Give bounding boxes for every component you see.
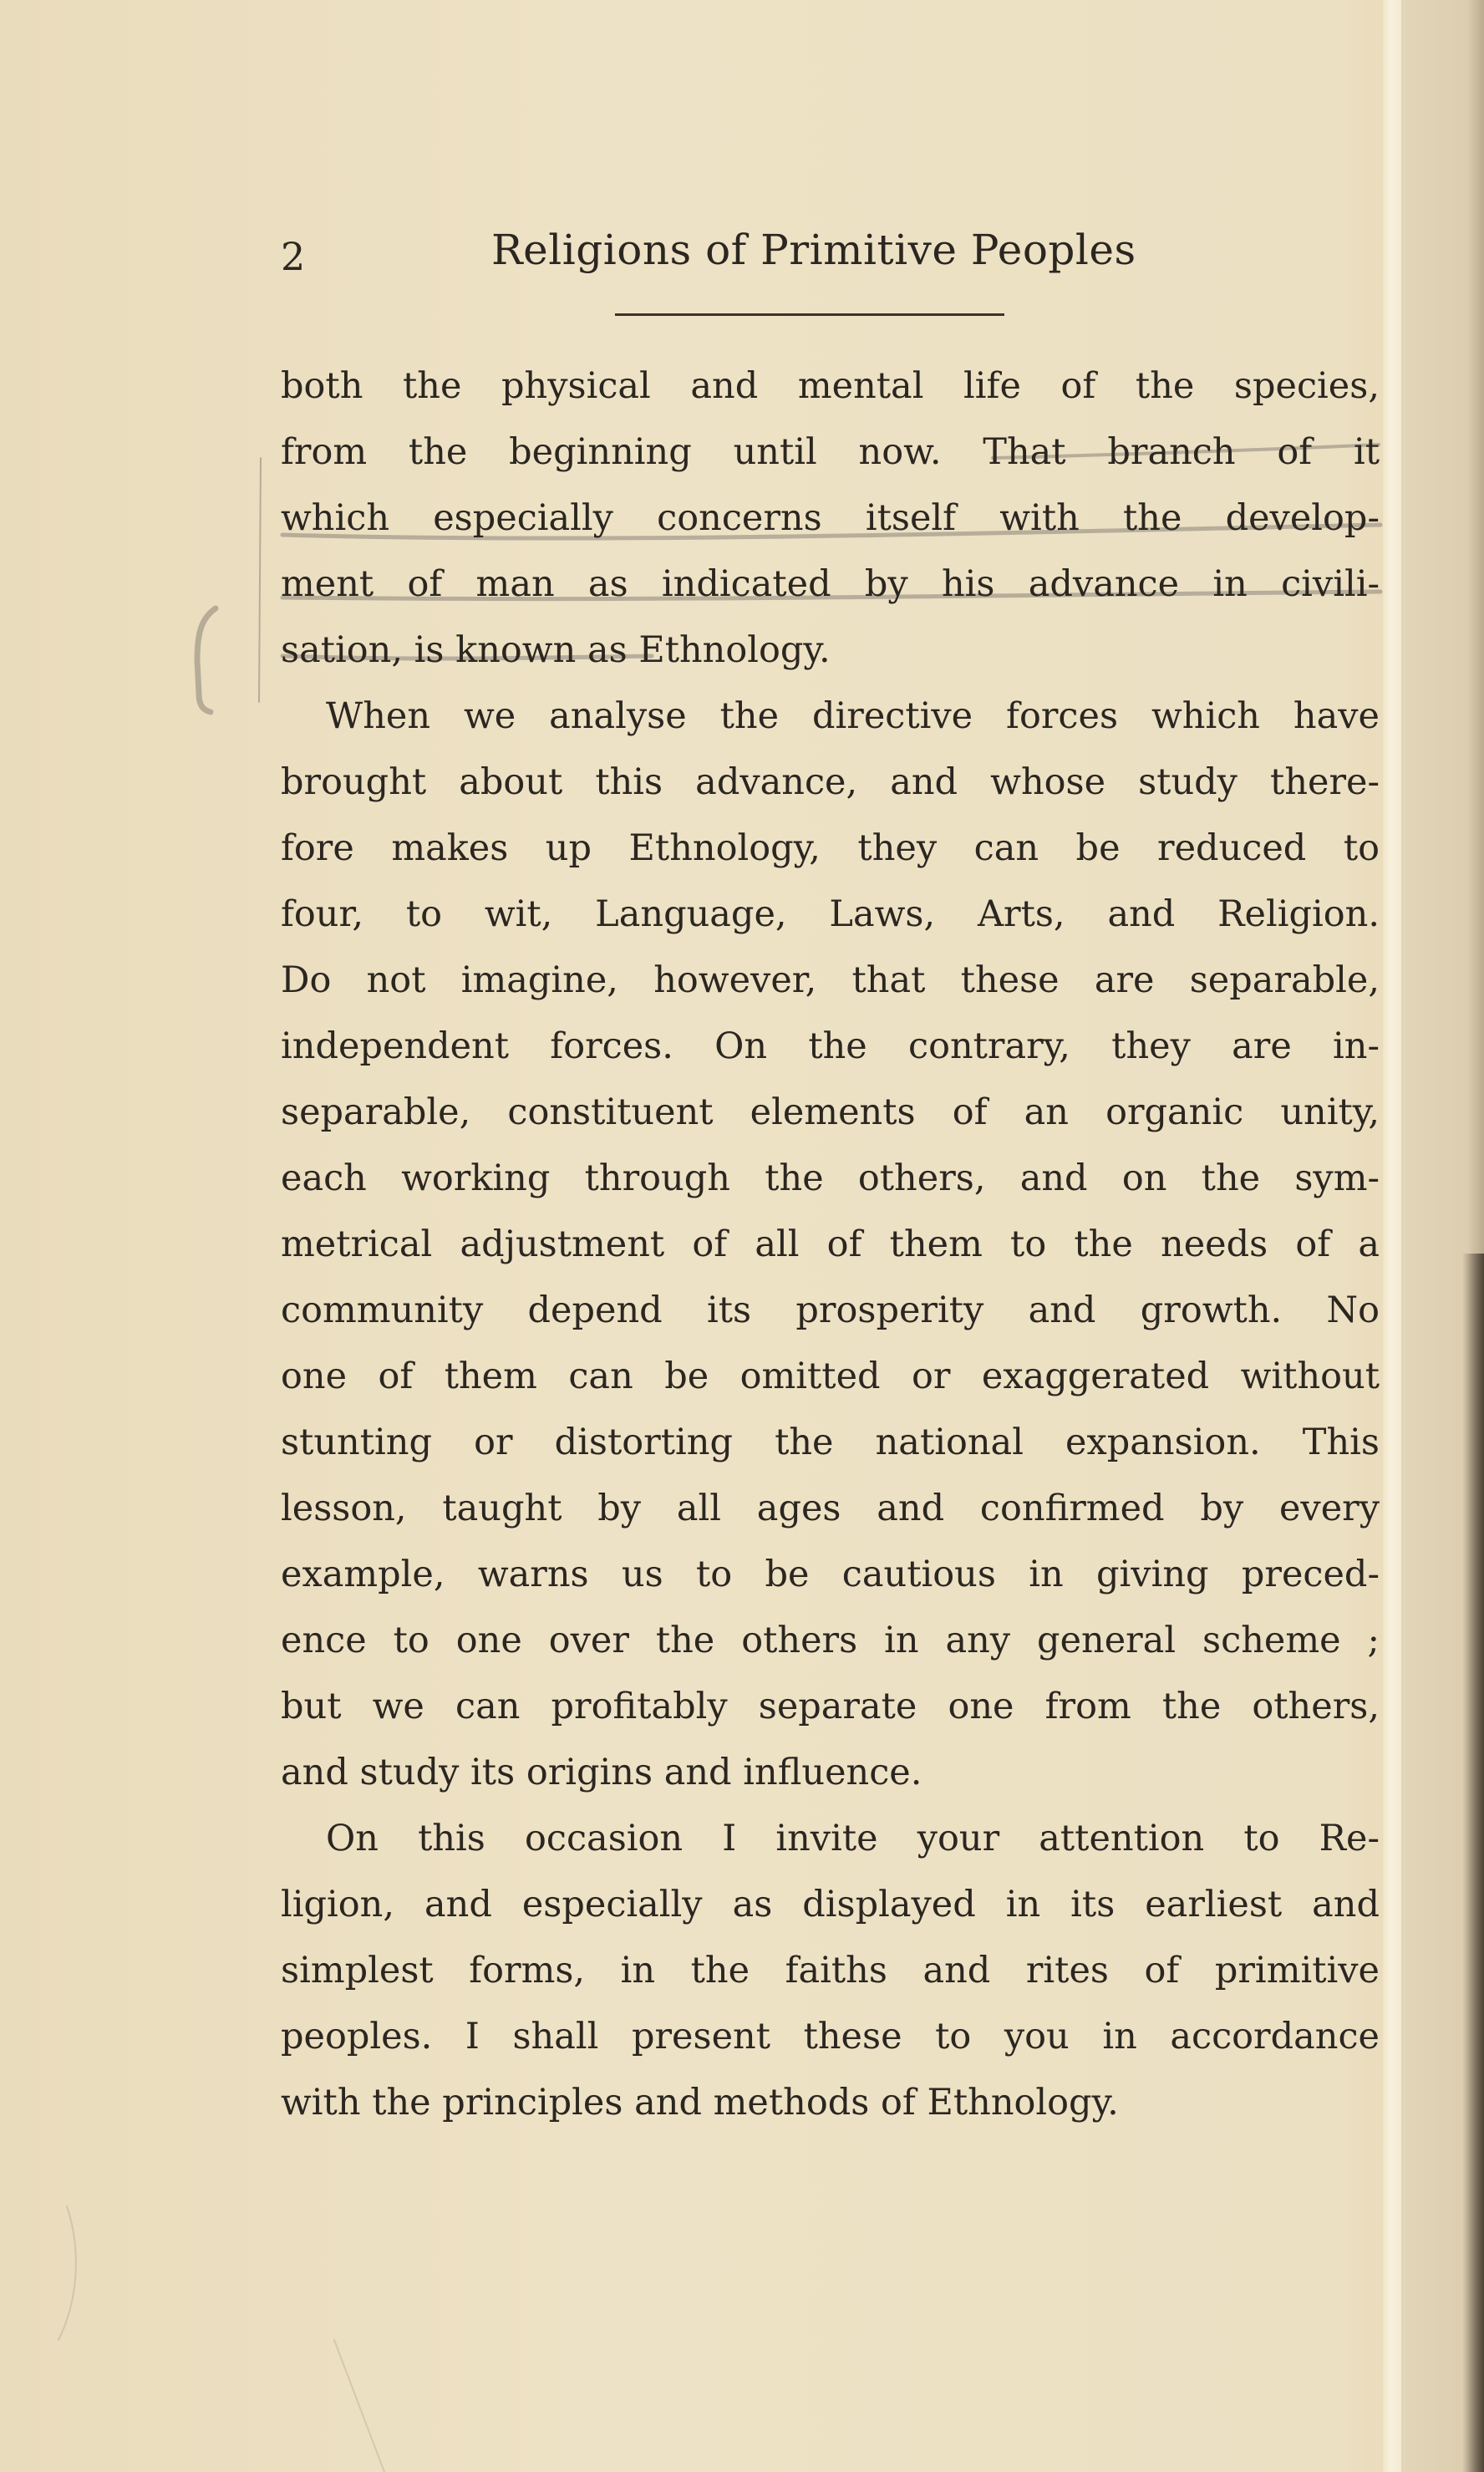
body-text [281,354,1380,2136]
text-line: ment of man as indicated by his advance in civili- [281,563,1380,605]
binding-shadow [1462,1254,1484,2472]
text-line: and study its origins and influence. [281,1752,922,1793]
text-line: simplest forms, in the faiths and rites of primitive [281,1950,1380,1991]
text-line: with the principles and methods of Ethnology. [281,2082,1119,2124]
text-line: brought about this advance, and whose study there- [281,761,1380,803]
text-line: On this occasion I invite your attention to Re- [326,1818,1380,1859]
running-title: Religions of Primitive Peoples [491,226,1136,274]
text-line: peoples. I shall present these to you in accordance [281,2016,1380,2057]
text-line: both the physical and mental life of the species, [281,365,1380,407]
page-number: 2 [281,234,306,279]
text-line: four, to wit, Language, Laws, Arts, and Religion. [281,893,1380,935]
text-line: sation, is known as Ethnology. [281,629,831,671]
text-line: stunting or distorting the national expansion. This [281,1422,1380,1463]
text-line: from the beginning until now. That branch of it [281,431,1380,473]
text-line: metrical adjustment of all of them to the needs of a [281,1223,1380,1265]
text-line: independent forces. On the contrary, they are in- [281,1025,1380,1067]
text-line: Do not imagine, however, that these are separable, [281,959,1380,1001]
pencil-bracket [197,608,216,712]
text-line: fore makes up Ethnology, they can be reduced to [281,827,1380,869]
text-line: lesson, taught by all ages and confirmed by every [281,1488,1380,1529]
page-edge-highlight [1383,0,1401,2472]
text-line: separable, constituent elements of an organic unity, [281,1091,1380,1133]
text-line: example, warns us to be cautious in giving preced- [281,1554,1380,1595]
text-line: community depend its prosperity and growth. No [281,1289,1380,1331]
paper-crease [58,2206,384,2472]
pencil-margin-line [259,458,261,702]
text-line: ence to one over the others in any general scheme ; [281,1620,1380,1661]
text-line: one of them can be omitted or exaggerated without [281,1356,1380,1397]
text-line: but we can profitably separate one from the others, [281,1686,1380,1727]
text-line: each working through the others, and on the sym- [281,1157,1380,1199]
header-rule [615,313,1004,316]
text-line: ligion, and especially as displayed in its earliest and [281,1884,1380,1925]
text-line: When we analyse the directive forces which have [326,695,1380,737]
text-line: which especially concerns itself with the develop- [281,497,1380,539]
